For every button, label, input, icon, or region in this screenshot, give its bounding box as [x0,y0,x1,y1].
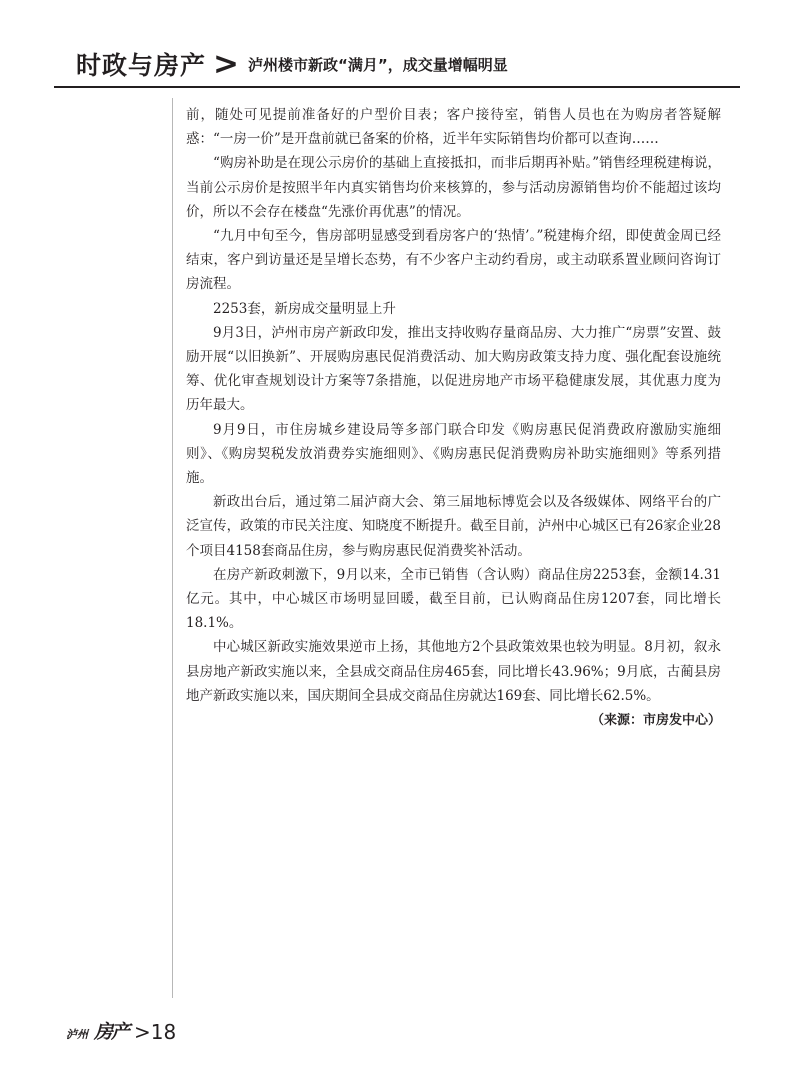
paragraph: 新政出台后，通过第二届泸商大会、第三届地标博览会以及各级媒体、网络平台的广泛宣传，政策的市民关注度、知晓度不断提升。截至目前，泸州中心城区已有26家企业28个项目4158套商品住房，参与购房惠民促消费奖补活动。 [186,494,721,559]
article-body [186,103,721,733]
paragraph: 中心城区新政实施效果逆市上扬，其他地方2个县政策效果也较为明显。8月初，叙永县房地产新政实施以来，全县成交商品住房465套，同比增长43.96%；9月底，古蔺县房地产新政实施以来，国庆期间全县成交商品住房就达169套、同比增长62.5%。 [186,639,721,704]
paragraph: “购房补助是在现公示房价的基础上直接抵扣，而非后期再补贴。”销售经理税建梅说，当前公示房价是按照半年内真实销售均价来核算的，参与活动房源销售均价不能超过该均价，所以不会存在楼盘“先涨价再优惠”的情况。 [186,155,721,220]
paragraph: 在房产新政刺激下，9月以来，全市已销售（含认购）商品住房2253套，金额14.31亿元。其中，中心城区市场明显回暖，截至目前，已认购商品住房1207套，同比增长18.1%。 [186,566,721,632]
paragraph: “九月中旬至今，售房部明显感受到看房客户的‘热情’。”税建梅介绍，即使黄金周已经结束，客户到访量还是呈增长态势，有不少客户主动约看房，或主动联系置业顾问咨询订房流程。 [186,228,721,293]
section-subheading: 2253套，新房成交量明显上升 [213,300,396,317]
source-credit: （来源：市房发中心） [590,713,721,729]
magazine-logo: 房产 [94,1021,129,1043]
header-divider [54,86,740,88]
chevron-right-icon: > [213,45,239,82]
page-footer [66,1017,176,1044]
section-title: 时政与房产 [76,51,207,80]
article-headline: 泸州楼市新政“满月”，成交量增幅明显 [248,55,508,74]
paragraph: 9月3日，泸州市房产新政印发，推出支持收购存量商品房、大力推广“房票”安置、鼓励开展“以旧换新”、开展购房惠民促消费活动、加大购房政策支持力度、强化配套设施统筹、优化审查规划设计方案等7条措施，以促进房地产市场平稳健康发展，其优惠力度为历年最大。 [186,324,721,414]
page-number: >18 [134,1020,177,1044]
paragraph: 前，随处可见提前准备好的户型价目表；客户接待室，销售人员也在为购房者答疑解惑：“一房一价”是开盘前就已备案的价格，近半年实际销售均价都可以查询…… [186,107,721,148]
footer-city: 泸州 [66,1028,88,1041]
page-header [76,46,508,82]
column-divider [172,98,173,998]
paragraph: 9月9日，市住房城乡建设局等多部门联合印发《购房惠民促消费政府激励实施细则》、《购房契税发放消费券实施细则》、《购房惠民促消费购房补助实施细则》等系列措施。 [186,421,721,487]
